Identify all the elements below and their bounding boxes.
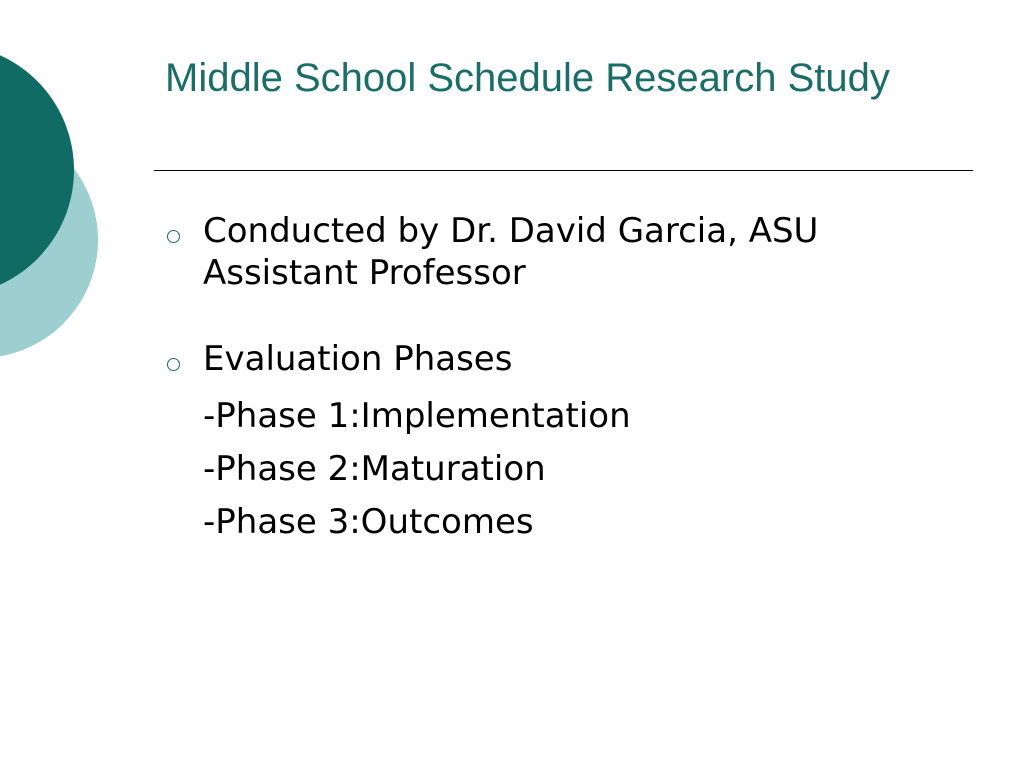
decorative-circles: [0, 0, 110, 400]
bullet-item-evaluation-phases: [165, 338, 965, 549]
slide-title: Middle School Schedule Research Study: [165, 56, 890, 100]
phase-list: [203, 390, 965, 549]
hollow-circle-bullet-icon: [167, 230, 180, 243]
bullet-item-conducted-by: [165, 210, 965, 294]
title-divider: [154, 170, 973, 171]
bullet-list: [165, 210, 965, 593]
phase-item-1: -Phase 1:Implementation: [203, 396, 631, 436]
phase-item-2: -Phase 2:Maturation: [203, 449, 546, 489]
hollow-circle-bullet-icon: [167, 358, 180, 371]
phase-item-3: -Phase 3:Outcomes: [203, 502, 534, 542]
bullet-text: Conducted by Dr. David Garcia, ASU Assistant Professor: [203, 211, 819, 293]
bullet-text: Evaluation Phases: [203, 339, 513, 379]
